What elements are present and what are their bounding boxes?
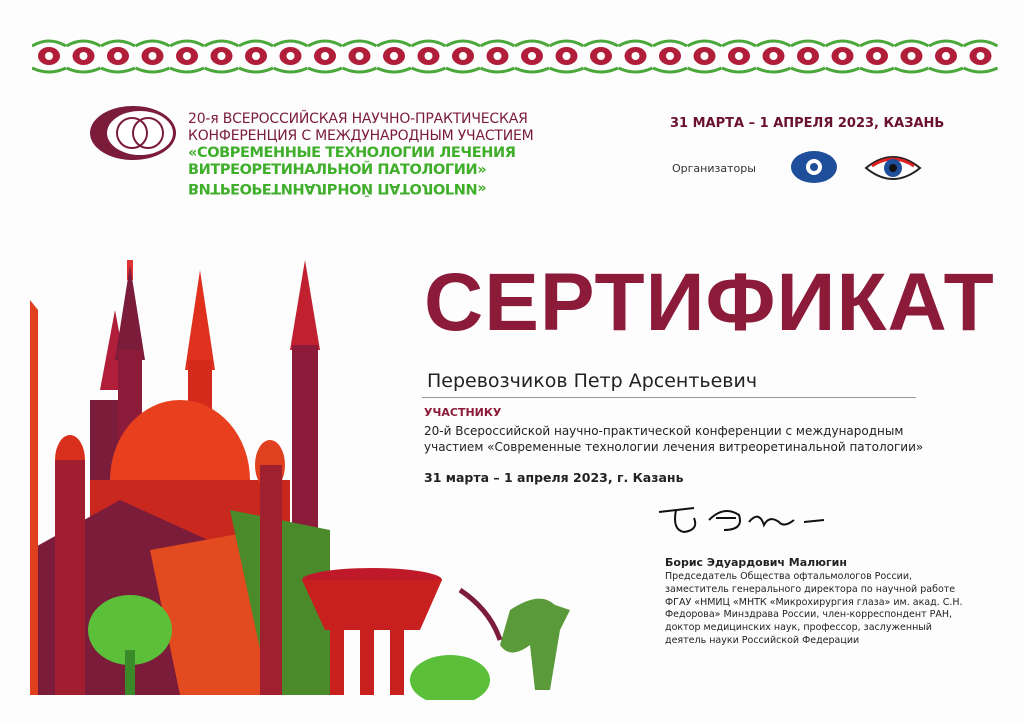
conference-line-2: КОНФЕРЕНЦИЯ С МЕЖДУНАРОДНЫМ УЧАСТИЕМ xyxy=(188,128,534,144)
certificate-date-place: 31 марта – 1 апреля 2023, г. Казань xyxy=(424,470,684,485)
border-motif xyxy=(964,41,998,72)
border-motif xyxy=(550,41,584,72)
border-motif xyxy=(412,41,446,72)
organizer-logo-eye xyxy=(864,152,922,184)
border-motif xyxy=(895,41,929,72)
signature xyxy=(654,500,834,540)
certificate-description: 20-й Всероссийской научно-практической конференции с международным участием «Современные технологии лечения витреоретинальной патологии» xyxy=(424,424,924,454)
border-motif xyxy=(722,41,756,72)
conference-title-1: «СОВРЕМЕННЫЕ ТЕХНОЛОГИИ ЛЕЧЕНИЯ xyxy=(188,145,516,161)
border-motif xyxy=(860,41,894,72)
border-motif xyxy=(136,41,170,72)
recipient-name: Перевозчиков Петр Арсентьевич xyxy=(427,370,758,392)
border-motif xyxy=(688,41,722,72)
certificate-title: СЕРТИФИКАТ xyxy=(424,257,995,348)
border-motif xyxy=(170,41,204,72)
conference-heading xyxy=(188,111,548,196)
recipient-role: УЧАСТНИКУ xyxy=(424,406,502,419)
border-motif xyxy=(653,41,687,72)
conference-line-1: 20-я ВСЕРОССИЙСКАЯ НАУЧНО-ПРАКТИЧЕСКАЯ xyxy=(188,111,528,127)
event-dates: 31 МАРТА – 1 АПРЕЛЯ 2023, КАЗАНЬ xyxy=(670,116,945,131)
border-motif xyxy=(481,41,515,72)
ornamental-border xyxy=(32,38,1000,74)
conference-title-mirrored: ВИТРЕОРЕТИНАЛЬНОЙ ПАТОЛОГИИ» xyxy=(188,180,487,196)
conference-logo xyxy=(88,104,178,162)
border-motif xyxy=(929,41,963,72)
border-motif xyxy=(343,41,377,72)
name-underline xyxy=(422,397,916,398)
border-motif xyxy=(377,41,411,72)
organizers-label: Организаторы xyxy=(672,162,756,175)
border-motif xyxy=(101,41,135,72)
border-motif xyxy=(757,41,791,72)
border-motif xyxy=(205,41,239,72)
border-motif xyxy=(826,41,860,72)
border-motif xyxy=(515,41,549,72)
border-motif xyxy=(274,41,308,72)
border-motif xyxy=(308,41,342,72)
conference-title-2: ВИТРЕОРЕТИНАЛЬНОЙ ПАТОЛОГИИ» xyxy=(188,162,487,178)
signatory-name: Борис Эдуардович Малюгин xyxy=(665,556,847,569)
border-motif xyxy=(619,41,653,72)
border-motif xyxy=(584,41,618,72)
organizer-logo-1 xyxy=(790,150,838,184)
border-motif xyxy=(67,41,101,72)
border-motif xyxy=(32,41,66,72)
signatory-title: Председатель Общества офтальмологов России, заместитель генерального директора по научной работе ФГАУ «НМИЦ «МНТК «Микрохирургия глаза» им. акад. С.Н. Федорова» Минздрава России, член-корреспондент РАН, доктор медицинских наук, профессор, заслуженный деятель науки Российской Федерации xyxy=(665,571,963,646)
border-motif xyxy=(791,41,825,72)
border-motif xyxy=(446,41,480,72)
border-motif xyxy=(239,41,273,72)
